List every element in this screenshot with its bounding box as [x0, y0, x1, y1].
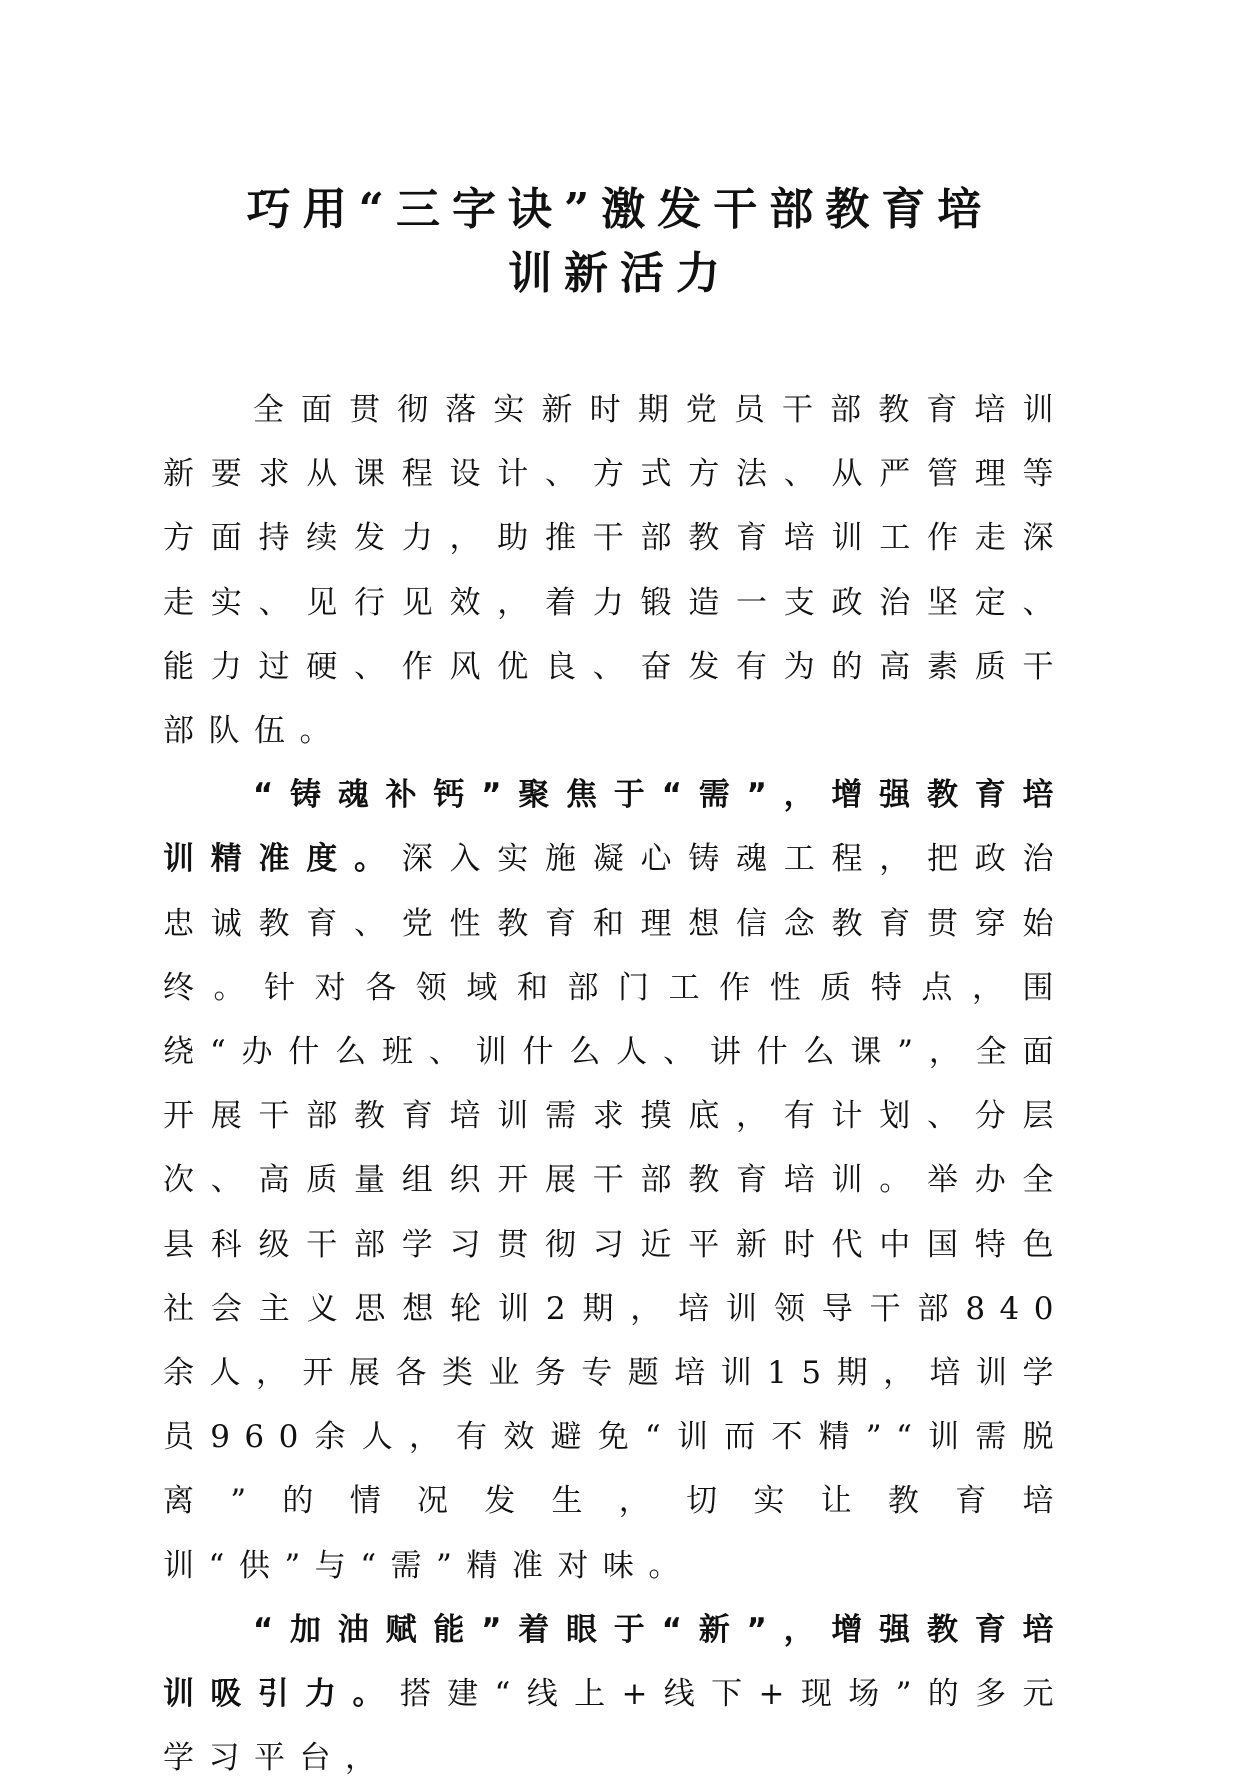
section-2-text: 搭建“线上+线下+现场”的多元学习平台， [163, 1676, 1068, 1777]
section-1-paragraph [163, 763, 1068, 1598]
intro-paragraph: 全面贯彻落实新时期党员干部教育培训新要求从课程设计、方式方法、从严管理等方面持续发力，助推干部教育培训工作走深走实、见行见效，着力锻造一支政治坚定、能力过硬、作风优良、奋发有为的高素质干部队伍。 [163, 392, 1068, 750]
document-body [163, 378, 1068, 1790]
document-title [160, 178, 1080, 306]
section-2-paragraph [163, 1598, 1068, 1790]
title-line-2: 训新活力 [508, 248, 732, 299]
section-1-text: 深入实施凝心铸魂工程，把政治忠诚教育、党性教育和理想信念教育贯穿始终。针对各领域和部门工作性质特点，围绕“办什么班、训什么人、讲什么课”，全面开展干部教育培训需求摸底，有计划、分层次、高质量组织开展干部教育培训。举办全县科级干部学习贯彻习近平新时代中国特色社会主义思想轮训2期，培训领导干部840余人，开展各类业务专题培训15期，培训学员960余人，有效避免“训而不精”“训需脱离”的情况发生，切实让教育培训“供”与“需”精准对味。 [163, 841, 1068, 1584]
section-1-heading: “铸魂补钙”聚焦于“需”，增强教育培训精准度。 [163, 777, 1068, 878]
title-line-1: 巧用“三字诀”激发干部教育培 [246, 184, 994, 235]
section-2-heading: “加油赋能”着眼于“新”，增强教育培训吸引力。 [163, 1611, 1068, 1713]
